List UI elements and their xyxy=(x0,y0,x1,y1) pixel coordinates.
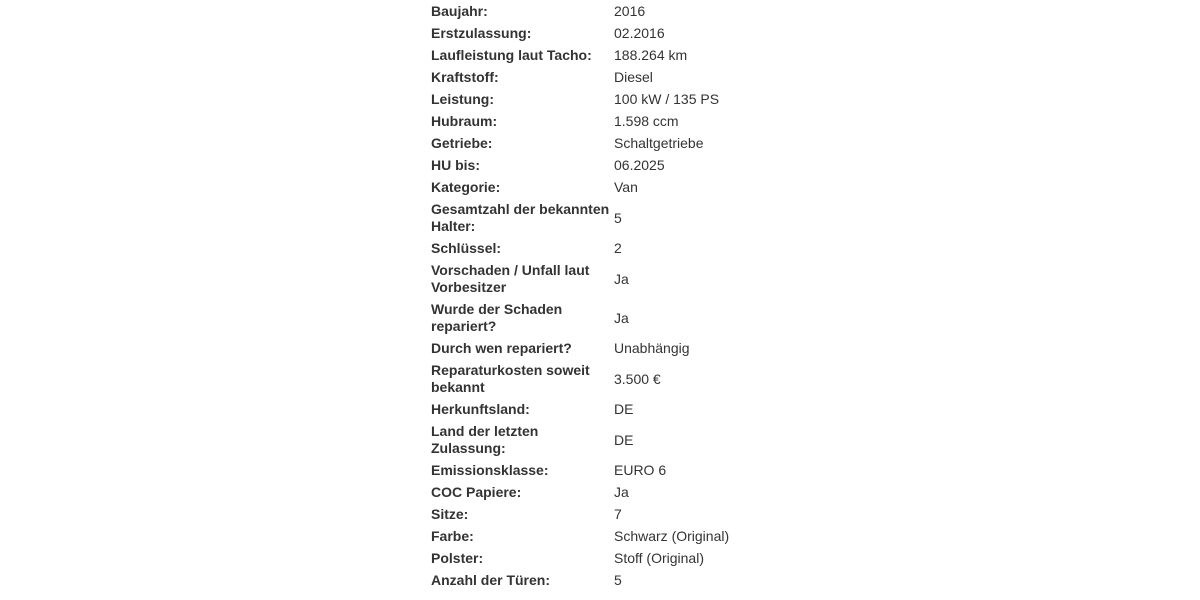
spec-value: Schwarz (Original) xyxy=(614,528,730,544)
spec-row xyxy=(431,506,731,523)
spec-value: DE xyxy=(614,401,634,417)
spec-row xyxy=(431,3,731,20)
spec-label: Baujahr: xyxy=(431,3,488,19)
spec-value: 06.2025 xyxy=(614,157,665,173)
spec-row xyxy=(431,47,731,64)
spec-row xyxy=(431,262,731,296)
spec-value: 2016 xyxy=(614,3,646,19)
spec-value: 3.500 € xyxy=(614,370,661,387)
spec-value: 02.2016 xyxy=(614,25,665,41)
spec-label: Gesamtzahl der bekannten Halter: xyxy=(431,201,610,234)
spec-row xyxy=(431,550,731,567)
spec-value: 5 xyxy=(614,209,622,226)
spec-value: Unabhängig xyxy=(614,340,690,356)
spec-row xyxy=(431,91,731,108)
spec-row xyxy=(431,528,731,545)
spec-row xyxy=(431,572,731,589)
spec-value: 188.264 km xyxy=(614,47,688,63)
spec-row xyxy=(431,362,731,396)
spec-label: COC Papiere: xyxy=(431,484,522,500)
spec-row xyxy=(431,423,731,457)
spec-value: 1.598 ccm xyxy=(614,113,679,129)
vehicle-spec-list xyxy=(431,3,731,594)
spec-row xyxy=(431,69,731,86)
spec-row xyxy=(431,340,731,357)
spec-label: Kraftstoff: xyxy=(431,69,499,85)
spec-label: Vorschaden / Unfall laut Vorbesitzer xyxy=(431,262,590,295)
spec-row xyxy=(431,113,731,130)
spec-label: HU bis: xyxy=(431,157,480,173)
spec-label: Farbe: xyxy=(431,528,474,544)
spec-label: Herkunftsland: xyxy=(431,401,530,417)
spec-label: Durch wen repariert? xyxy=(431,340,572,356)
spec-label: Reparaturkosten soweit bekannt xyxy=(431,362,590,395)
spec-label: Getriebe: xyxy=(431,135,493,151)
spec-label: Hubraum: xyxy=(431,113,498,129)
spec-label: Emissionsklasse: xyxy=(431,462,549,478)
spec-value: Ja xyxy=(614,270,629,287)
spec-label: Leistung: xyxy=(431,91,494,107)
spec-label: Polster: xyxy=(431,550,484,566)
spec-label: Kategorie: xyxy=(431,179,501,195)
spec-row xyxy=(431,25,731,42)
spec-label: Laufleistung laut Tacho: xyxy=(431,47,592,63)
spec-label: Land der letzten Zulassung: xyxy=(431,423,539,456)
spec-value: Ja xyxy=(614,484,629,500)
spec-row xyxy=(431,401,731,418)
spec-label: Erstzulassung: xyxy=(431,25,532,41)
spec-value: Schaltgetriebe xyxy=(614,135,704,151)
spec-row xyxy=(431,157,731,174)
spec-label: Schlüssel: xyxy=(431,240,502,256)
spec-row xyxy=(431,201,731,235)
spec-row xyxy=(431,301,731,335)
spec-row xyxy=(431,179,731,196)
spec-value: Diesel xyxy=(614,69,653,85)
spec-row xyxy=(431,462,731,479)
spec-value: Van xyxy=(614,179,638,195)
spec-row xyxy=(431,484,731,501)
spec-row xyxy=(431,135,731,152)
spec-value: Stoff (Original) xyxy=(614,550,704,566)
spec-value: 100 kW / 135 PS xyxy=(614,91,720,107)
spec-label: Wurde der Schaden repariert? xyxy=(431,301,563,334)
spec-row xyxy=(431,240,731,257)
spec-value: 5 xyxy=(614,572,622,588)
spec-value: 7 xyxy=(614,506,622,522)
spec-value: DE xyxy=(614,431,634,448)
spec-label: Sitze: xyxy=(431,506,469,522)
spec-label: Anzahl der Türen: xyxy=(431,572,551,588)
spec-value: EURO 6 xyxy=(614,462,667,478)
spec-value: 2 xyxy=(614,240,622,256)
spec-value: Ja xyxy=(614,309,629,326)
